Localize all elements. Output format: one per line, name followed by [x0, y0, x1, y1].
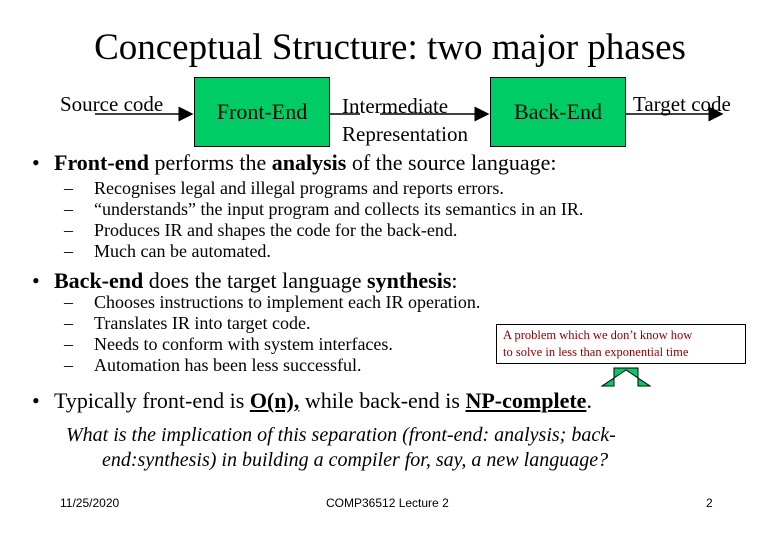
note-line-1: A problem which we don’t know how — [503, 328, 693, 342]
np-complete-note — [496, 324, 746, 364]
footer-date: 11/25/2020 — [60, 496, 120, 510]
bullet-text: Typically front-end is — [54, 388, 250, 413]
question-line-1: What is the implication of this separation (front-end: analysis; back- — [66, 424, 616, 446]
analysis-term: analysis — [271, 150, 347, 175]
list-item: – Much can be automated. — [64, 241, 271, 261]
slide-title: Conceptual Structure: two major phases — [94, 27, 686, 68]
bullet-text: does the target language — [143, 268, 368, 293]
backend-subitems — [64, 292, 480, 376]
list-item: – Needs to conform with system interfaces. — [64, 334, 393, 354]
list-item: – Recognises legal and illegal programs and reports errors. — [64, 178, 504, 198]
bullet-dot: • — [32, 268, 40, 293]
list-item: – Translates IR into target code. — [64, 313, 311, 333]
ir-line-1: Intermediate — [342, 94, 449, 118]
synthesis-term: synthesis — [367, 268, 452, 293]
bullet-complexity — [32, 388, 592, 414]
source-code-label: Source code — [60, 92, 164, 116]
list-item: – “understands” the input program and collects its semantics in an IR. — [64, 199, 584, 219]
intermediate-representation-label — [342, 92, 468, 148]
bullet-dot: • — [32, 388, 40, 413]
ir-line-2: Representation — [342, 122, 468, 146]
target-code-label: Target code — [633, 92, 731, 116]
note-pointer-arrow — [602, 368, 650, 386]
list-item: – Produces IR and shapes the code for the back-end. — [64, 220, 458, 240]
on-complexity: O(n), — [249, 388, 300, 413]
bullet-text: of the source language: — [346, 150, 557, 175]
footer-course: COMP36512 Lecture 2 — [326, 496, 449, 510]
bullet-text: . — [586, 388, 592, 413]
bullet-text: : — [451, 268, 458, 293]
list-item: – Automation has been less successful. — [64, 355, 362, 375]
bullet-text: while back-end is — [299, 388, 466, 413]
bullet-text: performs the — [148, 150, 272, 175]
footer-page-number: 2 — [706, 496, 713, 510]
question-line-2: end:synthesis) in building a compiler for, say, a new language? — [102, 449, 609, 471]
bullet-frontend — [32, 150, 556, 176]
front-end-box: Front-End — [194, 77, 330, 147]
bullet-backend — [32, 268, 458, 294]
note-line-2: to solve in less than exponential time — [503, 345, 689, 359]
back-end-box: Back-End — [490, 77, 626, 147]
frontend-subitems — [64, 178, 583, 262]
question — [66, 423, 616, 473]
list-item: – Chooses instructions to implement each IR operation. — [64, 292, 481, 312]
np-complete-term: NP-complete — [465, 388, 587, 413]
backend-term: Back-end — [54, 268, 144, 293]
frontend-term: Front-end — [54, 150, 149, 175]
bullet-dot: • — [32, 150, 40, 175]
